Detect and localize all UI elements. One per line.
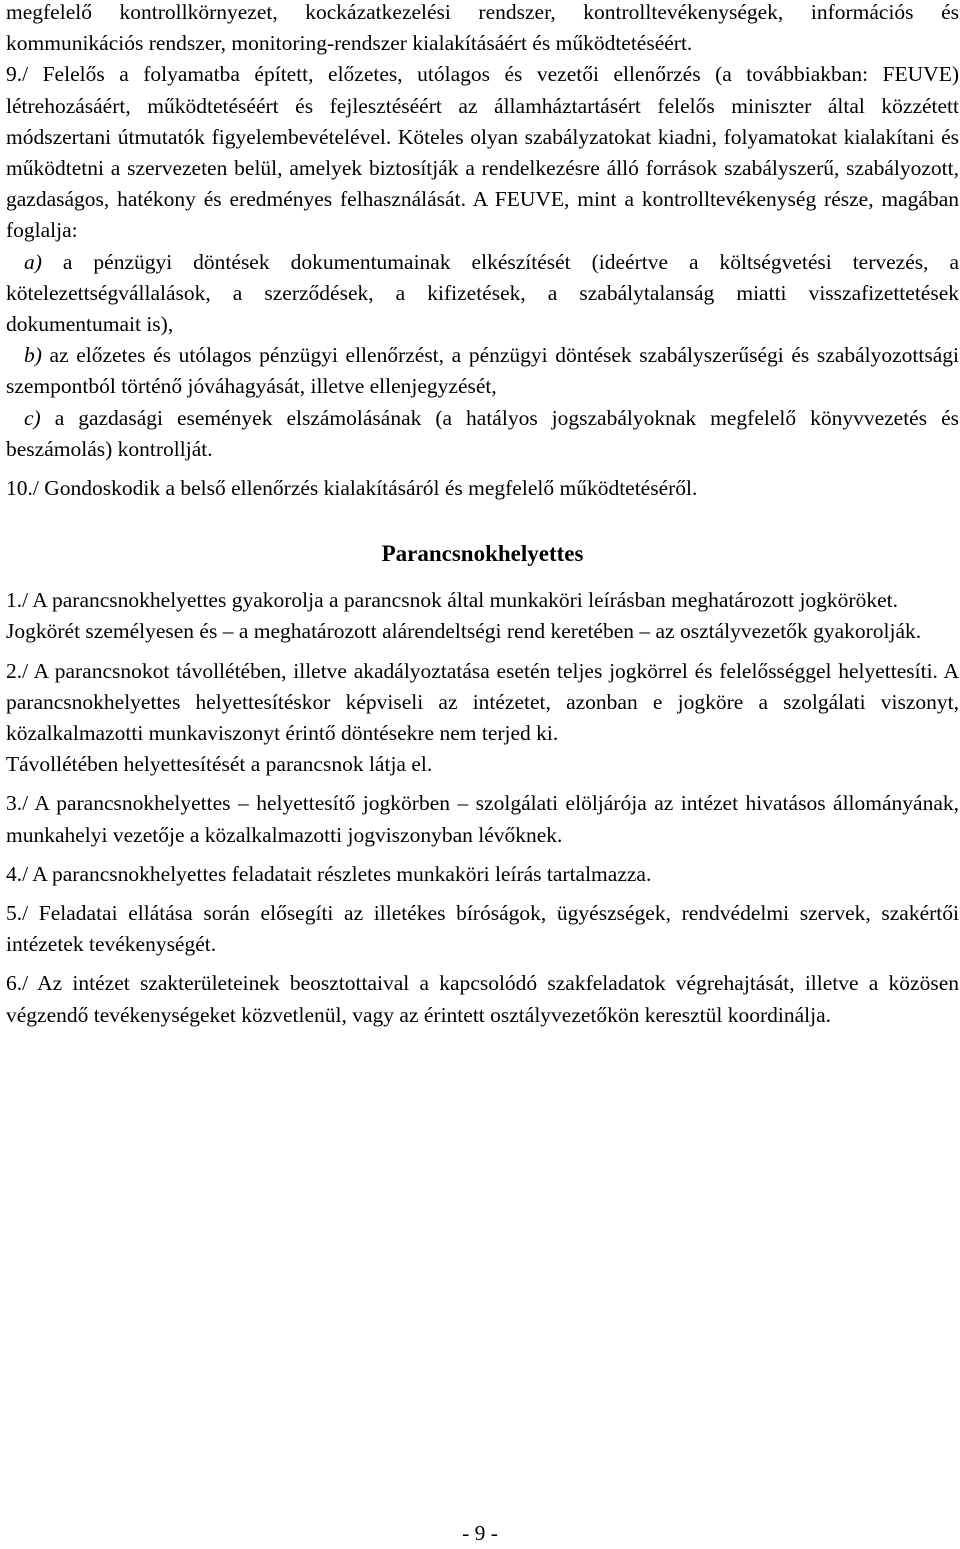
subitem-a-text: a pénzügyi döntések dokumentumainak elkészítését (ideértve a költségvetési tervezés, a kötelezettségvállalások, a szerződések, a kifizetések, a szabálytalanság miatti visszafizettetések dokumentumait is), [6,249,960,337]
point-2-continuation: Távollétében helyettesítését a parancsnok látja el. [6,752,433,777]
point-3-paragraph: 3./ A parancsnokhelyettes – helyettesítő jogkörben – szolgálati elöljárója az intézet hivatásos állományának, munkahelyi vezetője a közalkalmazotti jogviszonyban lévőknek. [6,791,959,847]
continuation-paragraph: megfelelő kontrollkörnyezet, kockázatkezelési rendszer, kontrolltevékenységek, információs és kommunikációs rendszer, monitoring-rendszer kialakításáért és működtetéséért. [6,0,959,56]
document-body [6,0,959,1031]
subitem-b [6,340,959,402]
point-2-paragraph: 2./ A parancsnokot távollétében, illetve akadályoztatása esetén teljes jogkörrel és felelősséggel helyettesíti. A parancsnokhelyettes helyettesítéskor képviseli az intézetet, azonban e jogköre a szolgálati viszonyt, közalkalmazotti munkaviszonyt érintő döntésekre nem terjed ki. [6,658,959,746]
point-4-paragraph: 4./ A parancsnokhelyettes feladatait részletes munkaköri leírás tartalmazza. [6,861,652,886]
point-6-paragraph: 6./ Az intézet szakterületeinek beosztottaival a kapcsolódó szakfeladatok végrehajtását, illetve a közösen végzendő tevékenységeket közvetlenül, vagy az érintett osztályvezetőkön keresztül koordinálja. [6,971,959,1027]
item-10-paragraph: 10./ Gondoskodik a belső ellenőrzés kialakításáról és megfelelő működtetéséről. [6,476,698,501]
point-5-paragraph: 5./ Feladatai ellátása során elősegíti az illetékes bíróságok, ügyészségek, rendvédelmi szervek, szakértői intézetek tevékenységét. [6,901,959,957]
point-1-continuation: Jogkörét személyesen és – a meghatározott alárendeltségi rend keretében – az osztályvezetők gyakorolják. [6,619,922,644]
subitem-b-marker: b) [24,343,42,368]
item-9-paragraph: 9./ Felelős a folyamatba épített, előzetes, utólagos és vezetői ellenőrzés (a továbbiakban: FEUVE) létrehozásáért, működtetéséért és fejlesztéséért az államháztartásért felelős miniszter által közzétett módszertani útmutatók figyelembevételével. Köteles olyan szabályzatokat kiadni, folyamatokat kialakítani és működtetni a szervezeten belül, amelyek biztosítják a rendelkezésre álló források szabályszerű, szabályozott, gazdaságos, hatékony és eredményes felhasználását. A FEUVE, mint a kontrolltevékenység része, magában foglalja: [6,62,959,243]
point-1-paragraph: 1./ A parancsnokhelyettes gyakorolja a parancsnok által munkaköri leírásban meghatározott jogköröket. [6,588,898,613]
subitem-c-text: a gazdasági események elszámolásának (a hatályos jogszabályoknak megfelelő könyvvezetés és beszámolás) kontrollját. [6,405,959,461]
subitem-a [6,247,959,341]
subitem-a-marker: a) [24,249,42,274]
section-heading: Parancsnokhelyettes [381,541,584,567]
subitem-c-marker: c) [24,405,41,430]
subitem-c [6,403,959,465]
subitem-b-text: az előzetes és utólagos pénzügyi ellenőrzést, a pénzügyi döntések szabályszerűségi és szabályozottsági szempontból történő jóváhagyását, illetve ellenjegyzését, [6,343,959,399]
page-number: - 9 - [462,1521,498,1545]
